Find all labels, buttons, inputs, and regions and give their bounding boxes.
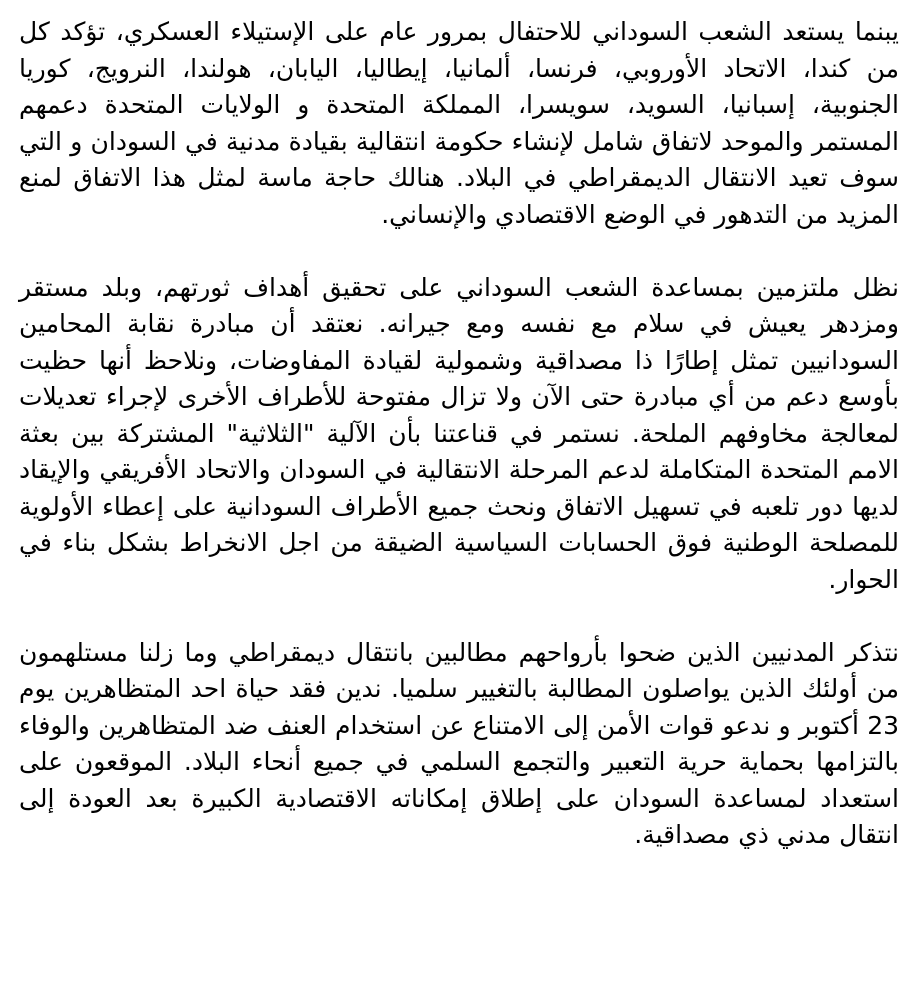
paragraph-spacer (19, 233, 899, 270)
document-body (19, 14, 899, 854)
paragraph-2: نظل ملتزمين بمساعدة الشعب السوداني على تحقيق أهداف ثورتهم، وبلد مستقر ومزدهر يعيش في سلام مع نفسه ومع جيرانه. نعتقد أن مبادرة نقابة المحامين السودانيين تمثل إطارًا ذا مصداقية وشمولية لقيادة المفاوضات، ونلاحظ أنها حظيت بأوسع دعم من أي مبادرة حتى الآن ولا تزال مفتوحة للأطراف الأخرى لإجراء تعديلات لمعالجة مخاوفهم الملحة. نستمر في قناعتنا بأن الآلية "الثلاثية" المشتركة بين بعثة الامم المتحدة المتكاملة لدعم المرحلة الانتقالية في السودان والاتحاد الأفريقي والإيقاد لديها دور تلعبه في تسهيل الاتفاق ونحث جميع الأطراف السودانية على إعطاء الأولوية للمصلحة الوطنية فوق الحسابات السياسية الضيقة من اجل الانخراط بشكل بناء في الحوار. (19, 272, 899, 594)
paragraph-3: نتذكر المدنيين الذين ضحوا بأرواحهم مطالبين بانتقال ديمقراطي وما زلنا مستلهمون من أولئك الذين يواصلون المطالبة بالتغيير سلميا. ندين فقد حياة احد المتظاهرين يوم 23 أكتوبر و ندعو قوات الأمن إلى الامتناع عن استخدام العنف ضد المتظاهرين والوفاء بالتزامها بحماية حرية التعبير والتجمع السلمي في جميع أنحاء البلاد. الموقعون على استعداد لمساعدة السودان على إطلاق إمكاناته الاقتصادية الكبيرة بعد العودة إلى انتقال مدني ذي مصداقية. (19, 637, 899, 849)
paragraph-spacer (19, 598, 899, 635)
paragraph-1: يبنما يستعد الشعب السوداني للاحتفال بمرور عام على الإستيلاء العسكري، تؤكد كل من كندا، الاتحاد الأوروبي، فرنسا، ألمانيا، إيطاليا، اليابان، هولندا، النرويج، كوريا الجنوبية، إسبانيا، السويد، سويسرا، المملكة المتحدة و الولايات المتحدة دعمهم المستمر والموحد لاتفاق شامل لإنشاء حكومة انتقالية بقيادة مدنية في السودان و التي سوف تعيد الانتقال الديمقراطي في البلاد. هنالك حاجة ماسة لمثل هذا الاتفاق لمنع المزيد من التدهور في الوضع الاقتصادي والإنساني. (19, 17, 899, 229)
